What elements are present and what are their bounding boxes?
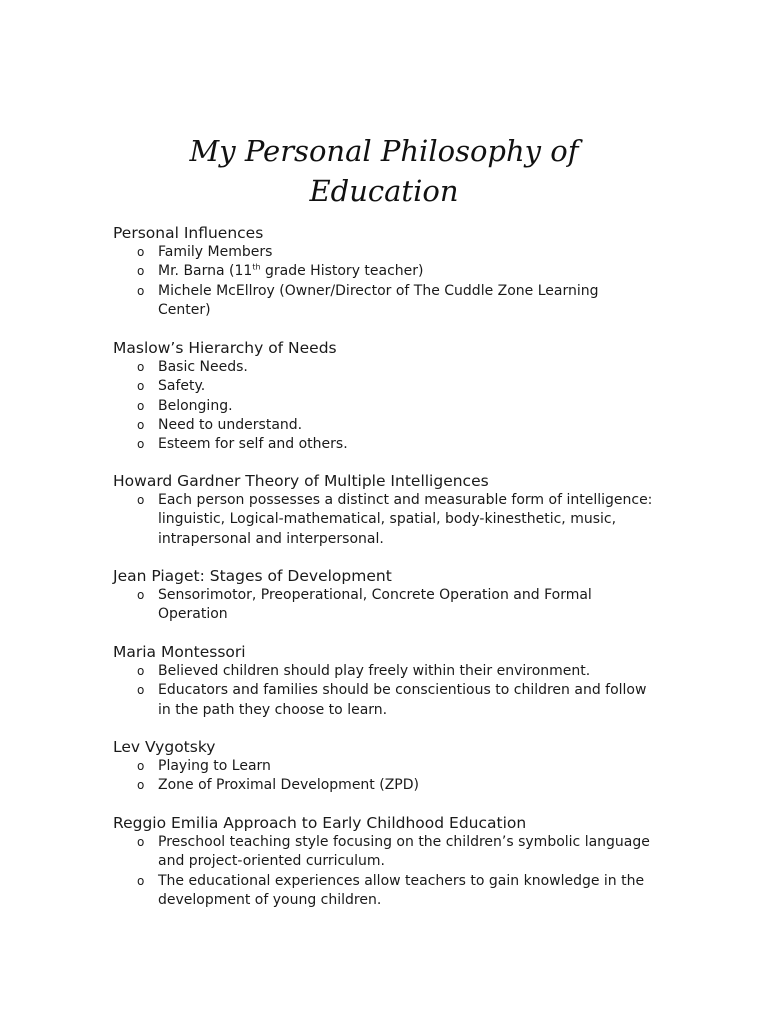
bullet-marker: o — [137, 778, 145, 793]
bullet-marker: o — [137, 360, 145, 374]
list-item-text: Basic Needs. — [158, 359, 248, 375]
section-personal-influences — [113, 223, 673, 320]
list-item — [113, 662, 653, 681]
section-heading: Howard Gardner Theory of Multiple Intelligences — [113, 472, 489, 490]
list-item — [113, 491, 653, 549]
list-item-text: The educational experiences allow teachers to gain knowledge in the development of young children. — [158, 872, 645, 908]
bullet-marker: o — [137, 664, 145, 678]
bullet-marker: o — [137, 417, 145, 432]
list-item — [113, 377, 653, 396]
list-item-text: Each person possesses a distinct and measurable form of intelligence: linguistic, Logical-mathematical, spatial, body-kinesthetic, music, intrapersonal and interpersonal. — [158, 492, 653, 547]
list-item-text-part: Mr. Barna (11 — [158, 263, 253, 280]
bullet-marker: o — [137, 588, 145, 602]
section-heading: Jean Piaget: Stages of Development — [113, 567, 392, 585]
section-reggio-emilia — [113, 813, 673, 910]
bullet-marker: o — [137, 437, 145, 452]
list-item-text: Sensorimotor, Preoperational, Concrete Operation and Formal Operation — [158, 587, 592, 623]
list-item — [113, 358, 653, 377]
bullet-marker: o — [137, 283, 145, 298]
section-heading: Lev Vygotsky — [113, 738, 216, 756]
document-title-line-1: My Personal Philosophy of — [189, 134, 579, 168]
bullet-marker: o — [137, 835, 145, 849]
list-item — [113, 776, 653, 795]
section-heading: Maria Montessori — [113, 643, 246, 661]
list-item — [113, 416, 653, 435]
list-item — [113, 397, 653, 416]
section-heading: Personal Influences — [113, 224, 264, 242]
list-item-text: Michele McEllroy (Owner/Director of The Cuddle Zone Learning Center) — [158, 282, 599, 318]
list-item-text: Playing to Learn — [158, 758, 271, 774]
list-item-text: Safety. — [158, 378, 206, 395]
bullet-list — [113, 491, 673, 549]
list-item-text: Educators and families should be conscientious to children and follow in the path they choose to learn. — [158, 682, 647, 718]
list-item — [113, 243, 653, 262]
section-maslow — [113, 338, 673, 454]
bullet-list — [113, 757, 673, 796]
list-item-text: Family Members — [158, 244, 273, 260]
section-montessori — [113, 642, 673, 720]
section-piaget — [113, 566, 673, 625]
bullet-marker: o — [137, 759, 145, 773]
bullet-list — [113, 662, 673, 720]
section-heading: Reggio Emilia Approach to Early Childhood Education — [113, 814, 527, 832]
bullet-marker: o — [137, 379, 145, 394]
bullet-list — [113, 243, 673, 320]
list-item-text: Esteem for self and others. — [158, 436, 348, 453]
list-item — [113, 872, 653, 911]
document-title-line-2: Education — [309, 174, 459, 208]
bullet-marker: o — [137, 264, 145, 279]
bullet-marker: o — [137, 683, 145, 698]
section-gardner — [113, 471, 673, 549]
list-item-text: Belonging. — [158, 397, 233, 414]
list-item-text: Need to understand. — [158, 416, 303, 433]
list-item-text: Zone of Proximal Development (ZPD) — [158, 777, 419, 794]
section-vygotsky — [113, 737, 673, 796]
bullet-list — [113, 358, 673, 454]
list-item — [113, 282, 653, 321]
list-item — [113, 435, 653, 454]
list-item — [113, 586, 653, 625]
bullet-marker: o — [137, 873, 145, 888]
list-item-text: Believed children should play freely within their environment. — [158, 663, 591, 679]
list-item-text-part: grade History teacher) — [260, 263, 424, 280]
list-item — [113, 833, 653, 872]
bullet-list — [113, 833, 673, 910]
list-item — [113, 757, 653, 776]
section-heading: Maslow’s Hierarchy of Needs — [113, 339, 337, 357]
list-item — [113, 681, 653, 720]
bullet-marker: o — [137, 245, 145, 259]
list-item-text: Preschool teaching style focusing on the children’s symbolic language and project-oriented curriculum. — [158, 834, 650, 870]
bullet-marker: o — [137, 493, 145, 507]
superscript-ordinal: th — [252, 262, 261, 272]
list-item — [113, 262, 653, 281]
bullet-marker: o — [137, 398, 145, 413]
bullet-list — [113, 586, 673, 625]
